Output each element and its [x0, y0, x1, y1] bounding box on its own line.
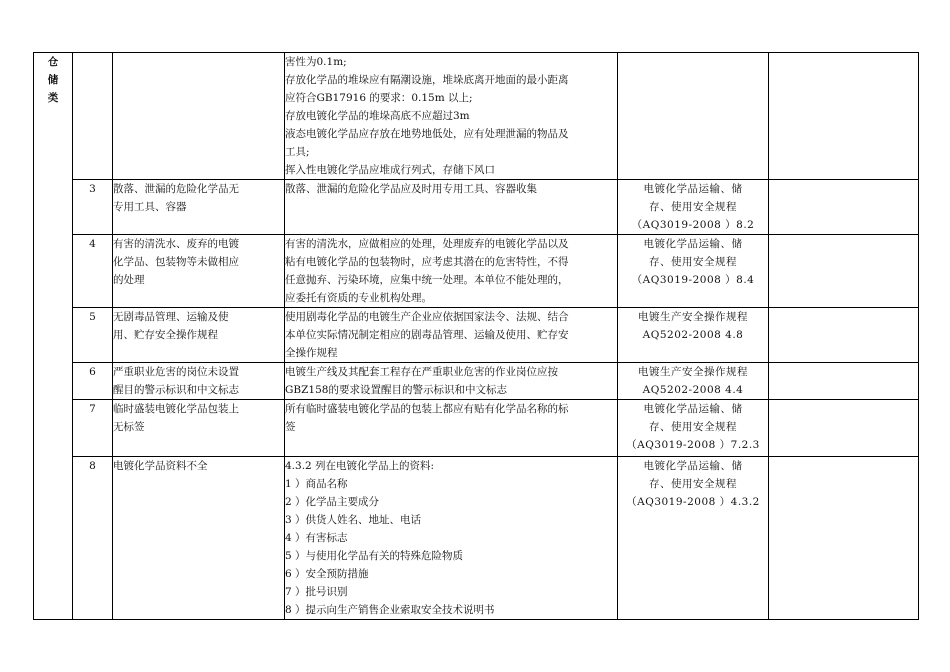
requirement-line: 1 ）商品名称	[285, 478, 348, 490]
requirement-line: GBZ158的要求设置醒目的警示标识和中文标志	[285, 384, 507, 396]
requirement-cell	[285, 235, 618, 308]
standard-line: （AQ3019-2008 ）4.3.2	[626, 496, 760, 508]
requirement-line: 工具;	[285, 146, 310, 158]
standard-line: 电镀生产安全操作规程	[638, 311, 748, 323]
standard-cell	[618, 400, 769, 457]
standard-line: （AQ3019-2008 ）7.2.3	[626, 439, 760, 451]
row-number: 4	[73, 235, 113, 308]
category-char: 类	[47, 92, 59, 104]
requirement-line: 3 ）供货人姓名、地址、电话	[285, 514, 422, 526]
issue-line: 有害的清洗水、废弃的电镀	[113, 238, 239, 250]
standard-cell	[618, 180, 769, 235]
requirement-line: 电镀生产线及其配套工程存在严重职业危害的作业岗位应按	[285, 366, 558, 378]
requirement-line: 液态电镀化学品应存放在地势地低处，应有处理泄漏的物品及	[285, 128, 569, 140]
table-row	[34, 235, 919, 308]
requirement-line: 4 ）有害标志	[285, 532, 348, 544]
issue-cell	[113, 400, 285, 457]
category-char: 储	[47, 74, 59, 86]
requirement-line: 害性为0.1m;	[285, 56, 347, 68]
standard-cell	[618, 363, 769, 400]
remark-cell	[769, 53, 919, 180]
requirement-line: 应符合GB17916 的要求：0.15m 以上;	[285, 92, 473, 104]
requirement-line: 挥入性电镀化学品应堆成行列式，存储下风口	[285, 164, 495, 176]
standard-line: 电镀化学品运输、储	[643, 238, 743, 250]
standard-line: AQ5202-2008 4.8	[642, 329, 744, 341]
issue-cell	[113, 308, 285, 363]
standard-line: 电镀生产安全操作规程	[638, 366, 748, 378]
issue-line: 醒目的警示标识和中文标志	[113, 384, 239, 396]
issue-line: 专用工具、容器	[113, 201, 187, 213]
requirement-line: 散落、泄漏的危险化学品应及时用专用工具、容器收集	[285, 183, 537, 195]
standard-cell	[618, 53, 769, 180]
remark-cell	[769, 180, 919, 235]
standard-line: （AQ3019-2008 ）8.2	[631, 219, 755, 231]
standard-line: 存、使用安全规程	[649, 201, 737, 213]
remark-cell	[769, 363, 919, 400]
requirement-line: 本单位实际情况制定相应的剧毒品管理、运输及使用、贮存安	[285, 329, 569, 341]
standard-line: AQ5202-2008 4.4	[642, 384, 744, 396]
requirement-line: 任意抛弃、污染环境，应集中统一处理。本单位不能处理的，	[285, 274, 569, 286]
standard-line: （AQ3019-2008 ）8.4	[631, 274, 755, 286]
issue-cell	[113, 53, 285, 180]
requirement-line: 7 ）批号识别	[285, 586, 348, 598]
requirement-line: 5 ）与使用化学品有关的特殊危险物质	[285, 550, 464, 562]
requirement-cell	[285, 180, 618, 235]
issue-line: 用、贮存安全操作规程	[113, 329, 218, 341]
issue-line: 无剧毒品管理、运输及使	[113, 311, 229, 323]
issue-line: 临时盛装电镀化学品包装上	[113, 403, 239, 415]
num-cell	[73, 53, 113, 180]
standard-cell	[618, 235, 769, 308]
requirement-line: 存放化学品的堆垛应有隔潮设施，堆垛底离开地面的最小距离	[285, 74, 569, 86]
requirement-line: 4.3.2 列在电镀化学品上的资料:	[285, 460, 435, 472]
remark-cell	[769, 235, 919, 308]
requirement-cell	[285, 457, 618, 620]
requirement-line: 6 ）安全预防措施	[285, 568, 369, 580]
remark-cell	[769, 308, 919, 363]
standard-line: 电镀化学品运输、储	[643, 183, 743, 195]
issue-line: 电镀化学品资料不全	[113, 460, 208, 472]
requirement-line: 粘有电镀化学品的包装物时，应考虑其潜在的危害特性，不得	[285, 256, 569, 268]
issue-line: 散落、泄漏的危险化学品无	[113, 183, 239, 195]
issue-line: 无标签	[113, 421, 145, 433]
requirement-line: 存放电镀化学品的堆垛高底不应超过3m	[285, 110, 470, 122]
table-row	[34, 180, 919, 235]
issue-line: 化学品、包装物等未做相应	[113, 256, 239, 268]
requirement-cell	[285, 53, 618, 180]
requirement-line: 8 ）提示向生产销售企业索取安全技术说明书	[285, 604, 495, 616]
category-cell	[34, 53, 73, 620]
standard-line: 电镀化学品运输、储	[643, 403, 743, 415]
row-number: 5	[73, 308, 113, 363]
issue-cell	[113, 180, 285, 235]
issue-cell	[113, 235, 285, 308]
requirement-line: 有害的清洗水，应做相应的处理，处理废弃的电镀化学品以及	[285, 238, 569, 250]
row-number: 7	[73, 400, 113, 457]
row-number: 3	[73, 180, 113, 235]
table-row	[34, 457, 919, 620]
requirement-cell	[285, 400, 618, 457]
requirement-line: 使用剧毒化学品的电镀生产企业应依据国家法令、法规、结合	[285, 311, 569, 323]
standard-line: 存、使用安全规程	[649, 478, 737, 490]
table-row	[34, 308, 919, 363]
hazard-check-table	[33, 52, 919, 620]
issue-line: 的处理	[113, 274, 145, 286]
remark-cell	[769, 400, 919, 457]
row-number: 8	[73, 457, 113, 620]
table-row	[34, 53, 919, 180]
category-char: 仓	[47, 56, 59, 68]
table-row	[34, 400, 919, 457]
requirement-line: 2 ）化学品主要成分	[285, 496, 380, 508]
requirement-line: 应委托有资质的专业机构处理。	[285, 292, 432, 304]
standard-line: 存、使用安全规程	[649, 421, 737, 433]
row-number: 6	[73, 363, 113, 400]
requirement-line: 签	[285, 421, 296, 433]
requirement-cell	[285, 308, 618, 363]
remark-cell	[769, 457, 919, 620]
standard-cell	[618, 308, 769, 363]
issue-cell	[113, 363, 285, 400]
table-row	[34, 363, 919, 400]
standard-line: 存、使用安全规程	[649, 256, 737, 268]
issue-cell	[113, 457, 285, 620]
standard-line: 电镀化学品运输、储	[643, 460, 743, 472]
requirement-cell	[285, 363, 618, 400]
issue-line: 严重职业危害的岗位未设置	[113, 366, 239, 378]
requirement-line: 所有临时盛装电镀化学品的包装上都应有贴有化学品名称的标	[285, 403, 569, 415]
requirement-line: 全操作规程	[285, 347, 338, 359]
standard-cell	[618, 457, 769, 620]
